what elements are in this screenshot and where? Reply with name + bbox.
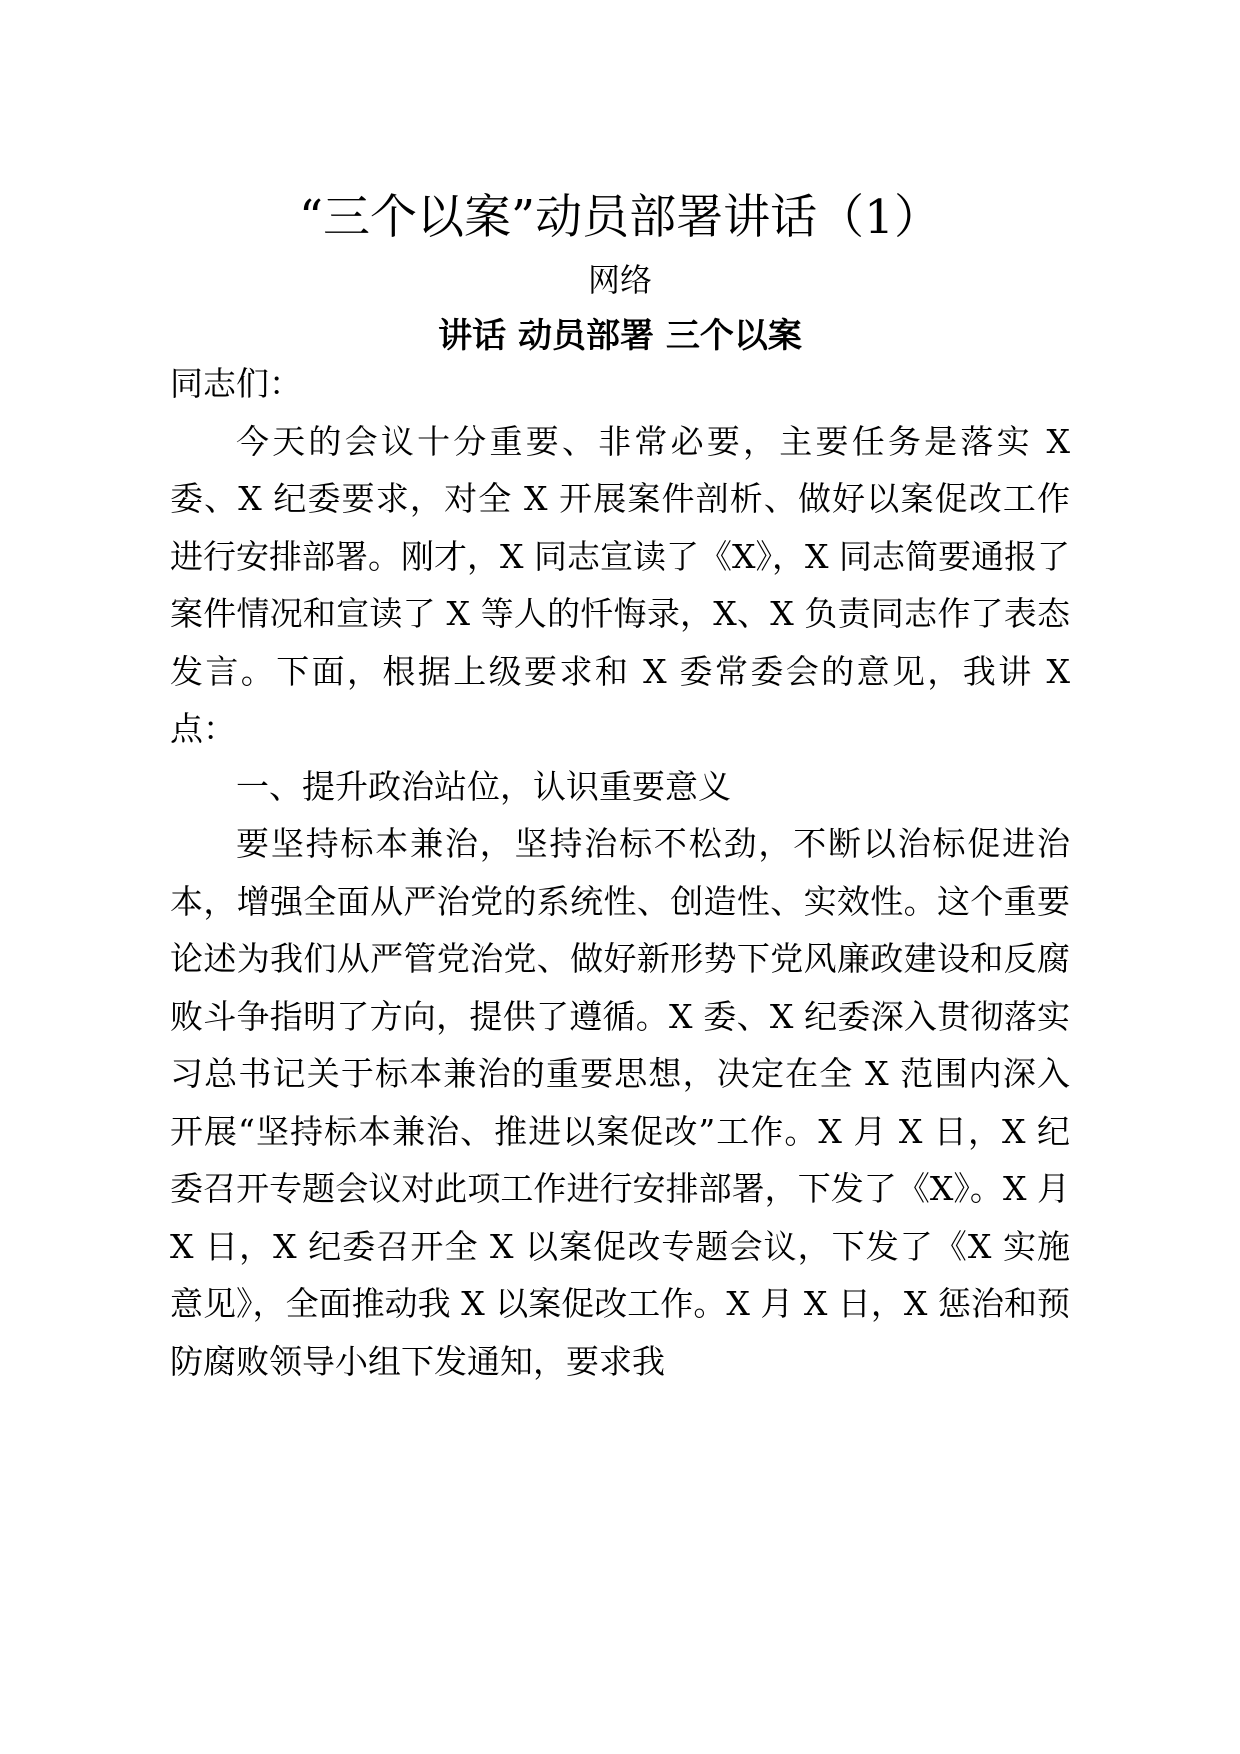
- body-paragraph: 今天的会议十分重要、非常必要，主要任务是落实 X 委、X 纪委要求，对全 X 开展案件剖析、做好以案促改工作进行安排部署。刚才，X 同志宣读了《X》，X 同志简要通报了案件情况和宣读了 X 等人的忏悔录，X、X 负责同志作了表态发言。下面，根据上级要求和 X 委常委会的意见，我讲 X 点：: [170, 421, 1070, 748]
- section-heading: 一、提升政治站位，认识重要意义: [236, 766, 731, 806]
- document-keywords: 讲话 动员部署 三个以案: [438, 316, 802, 356]
- document-body: [170, 355, 1070, 1390]
- document-title: “三个以案”动员部署讲话（1）: [299, 190, 941, 245]
- body-paragraph: 要坚持标本兼治，坚持治标不松劲，不断以治标促进治本，增强全面从严治党的系统性、创造性、实效性。这个重要论述为我们从严管党治党、做好新形势下党风廉政建设和反腐败斗争指明了方向，提供了遵循。X 委、X 纪委深入贯彻落实习总书记关于标本兼治的重要思想，决定在全 X 范围内深入开展“坚持标本兼治、推进以案促改”工作。X 月 X 日，X 纪委召开专题会议对此项工作进行安排部署，下发了《X》。X 月 X 日，X 纪委召开全 X 以案促改专题会议，下发了《X 实施意见》，全面推动我 X 以案促改工作。X 月 X 日，X 惩治和预防腐败领导小组下发通知，要求我: [170, 824, 1070, 1381]
- document-author: 网络: [587, 261, 652, 299]
- salutation: 同志们：: [170, 364, 302, 403]
